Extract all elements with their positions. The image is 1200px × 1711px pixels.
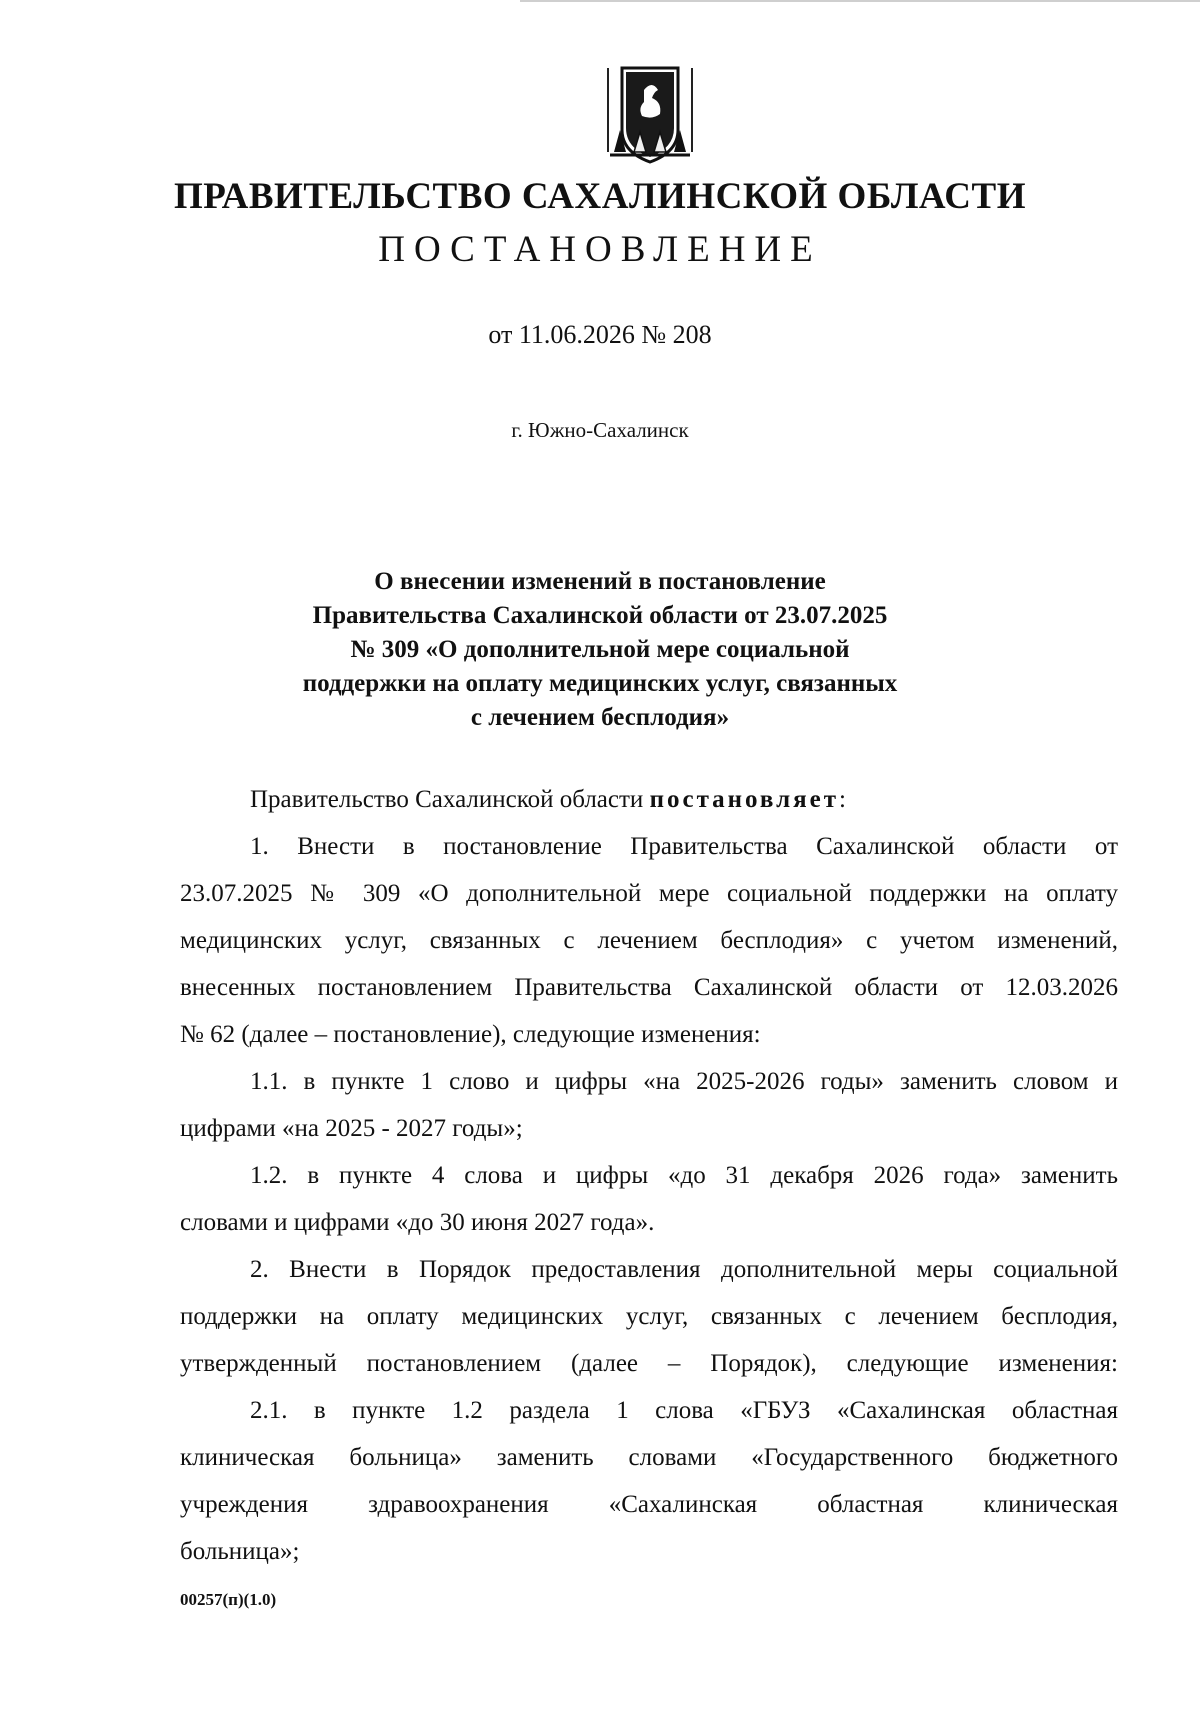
coat-of-arms-icon: [600, 60, 700, 170]
body-line: 2.1. в пункте 1.2 раздела 1 слова «ГБУЗ «Сахалинская областная: [250, 1397, 1118, 1424]
scan-top-rule: [520, 0, 1200, 2]
government-title: ПРАВИТЕЛЬСТВО САХАЛИНСКОЙ ОБЛАСТИ: [174, 176, 1026, 217]
subject-line: с лечением бесплодия»: [470, 704, 730, 731]
subject-line: поддержки на оплату медицинских услуг, связанных: [302, 670, 898, 697]
preamble-verb: постановляет: [649, 786, 840, 813]
subject-line: Правительства Сахалинской области от 23.07.2025: [312, 602, 888, 629]
body-line: словами и цифрами «до 30 июня 2027 года».: [180, 1209, 655, 1236]
document-type: ПОСТАНОВЛЕНИЕ: [378, 229, 822, 270]
body-line: медицинских услуг, связанных с лечением бесплодия» с учетом изменений,: [180, 927, 1118, 954]
body-line: утвержденный постановлением (далее – Порядок), следующие изменения:: [180, 1350, 1118, 1377]
body-line: поддержки на оплату медицинских услуг, связанных с лечением бесплодия,: [180, 1303, 1118, 1330]
preamble-end: :: [839, 786, 846, 813]
body-line: внесенных постановлением Правительства Сахалинской области от 12.03.2026: [180, 974, 1118, 1001]
subject-line: № 309 «О дополнительной мере социальной: [350, 636, 850, 663]
body-line: № 62 (далее – постановление), следующие изменения:: [180, 1021, 761, 1048]
preamble-start: Правительство Сахалинской области: [250, 786, 650, 813]
footer-form-code: 00257(п)(1.0): [180, 1590, 277, 1609]
body-line: цифрами «на 2025 - 2027 годы»;: [180, 1115, 523, 1142]
preamble: [180, 776, 1118, 823]
document-date-number: от 11.06.2026 № 208: [488, 320, 712, 349]
document-subject: [250, 565, 950, 735]
body-line: клиническая больница» заменить словами «Государственного бюджетного: [180, 1444, 1118, 1471]
body-line: 1.1. в пункте 1 слово и цифры «на 2025-2026 годы» заменить словом и: [250, 1068, 1118, 1095]
document-body: [180, 776, 1118, 1575]
body-line: 1. Внести в постановление Правительства Сахалинской области от: [250, 833, 1118, 860]
body-line: учреждения здравоохранения «Сахалинская областная клиническая: [180, 1491, 1118, 1518]
body-line: 23.07.2025 № 309 «О дополнительной мере социальной поддержки на оплату: [180, 880, 1118, 907]
subject-line: О внесении изменений в постановление: [374, 568, 826, 595]
document-city: г. Южно-Сахалинск: [511, 418, 689, 442]
body-line: 1.2. в пункте 4 слова и цифры «до 31 декабря 2026 года» заменить: [250, 1162, 1118, 1189]
body-line: больница»;: [180, 1538, 300, 1565]
body-line: 2. Внести в Порядок предоставления дополнительной меры социальной: [250, 1256, 1118, 1283]
